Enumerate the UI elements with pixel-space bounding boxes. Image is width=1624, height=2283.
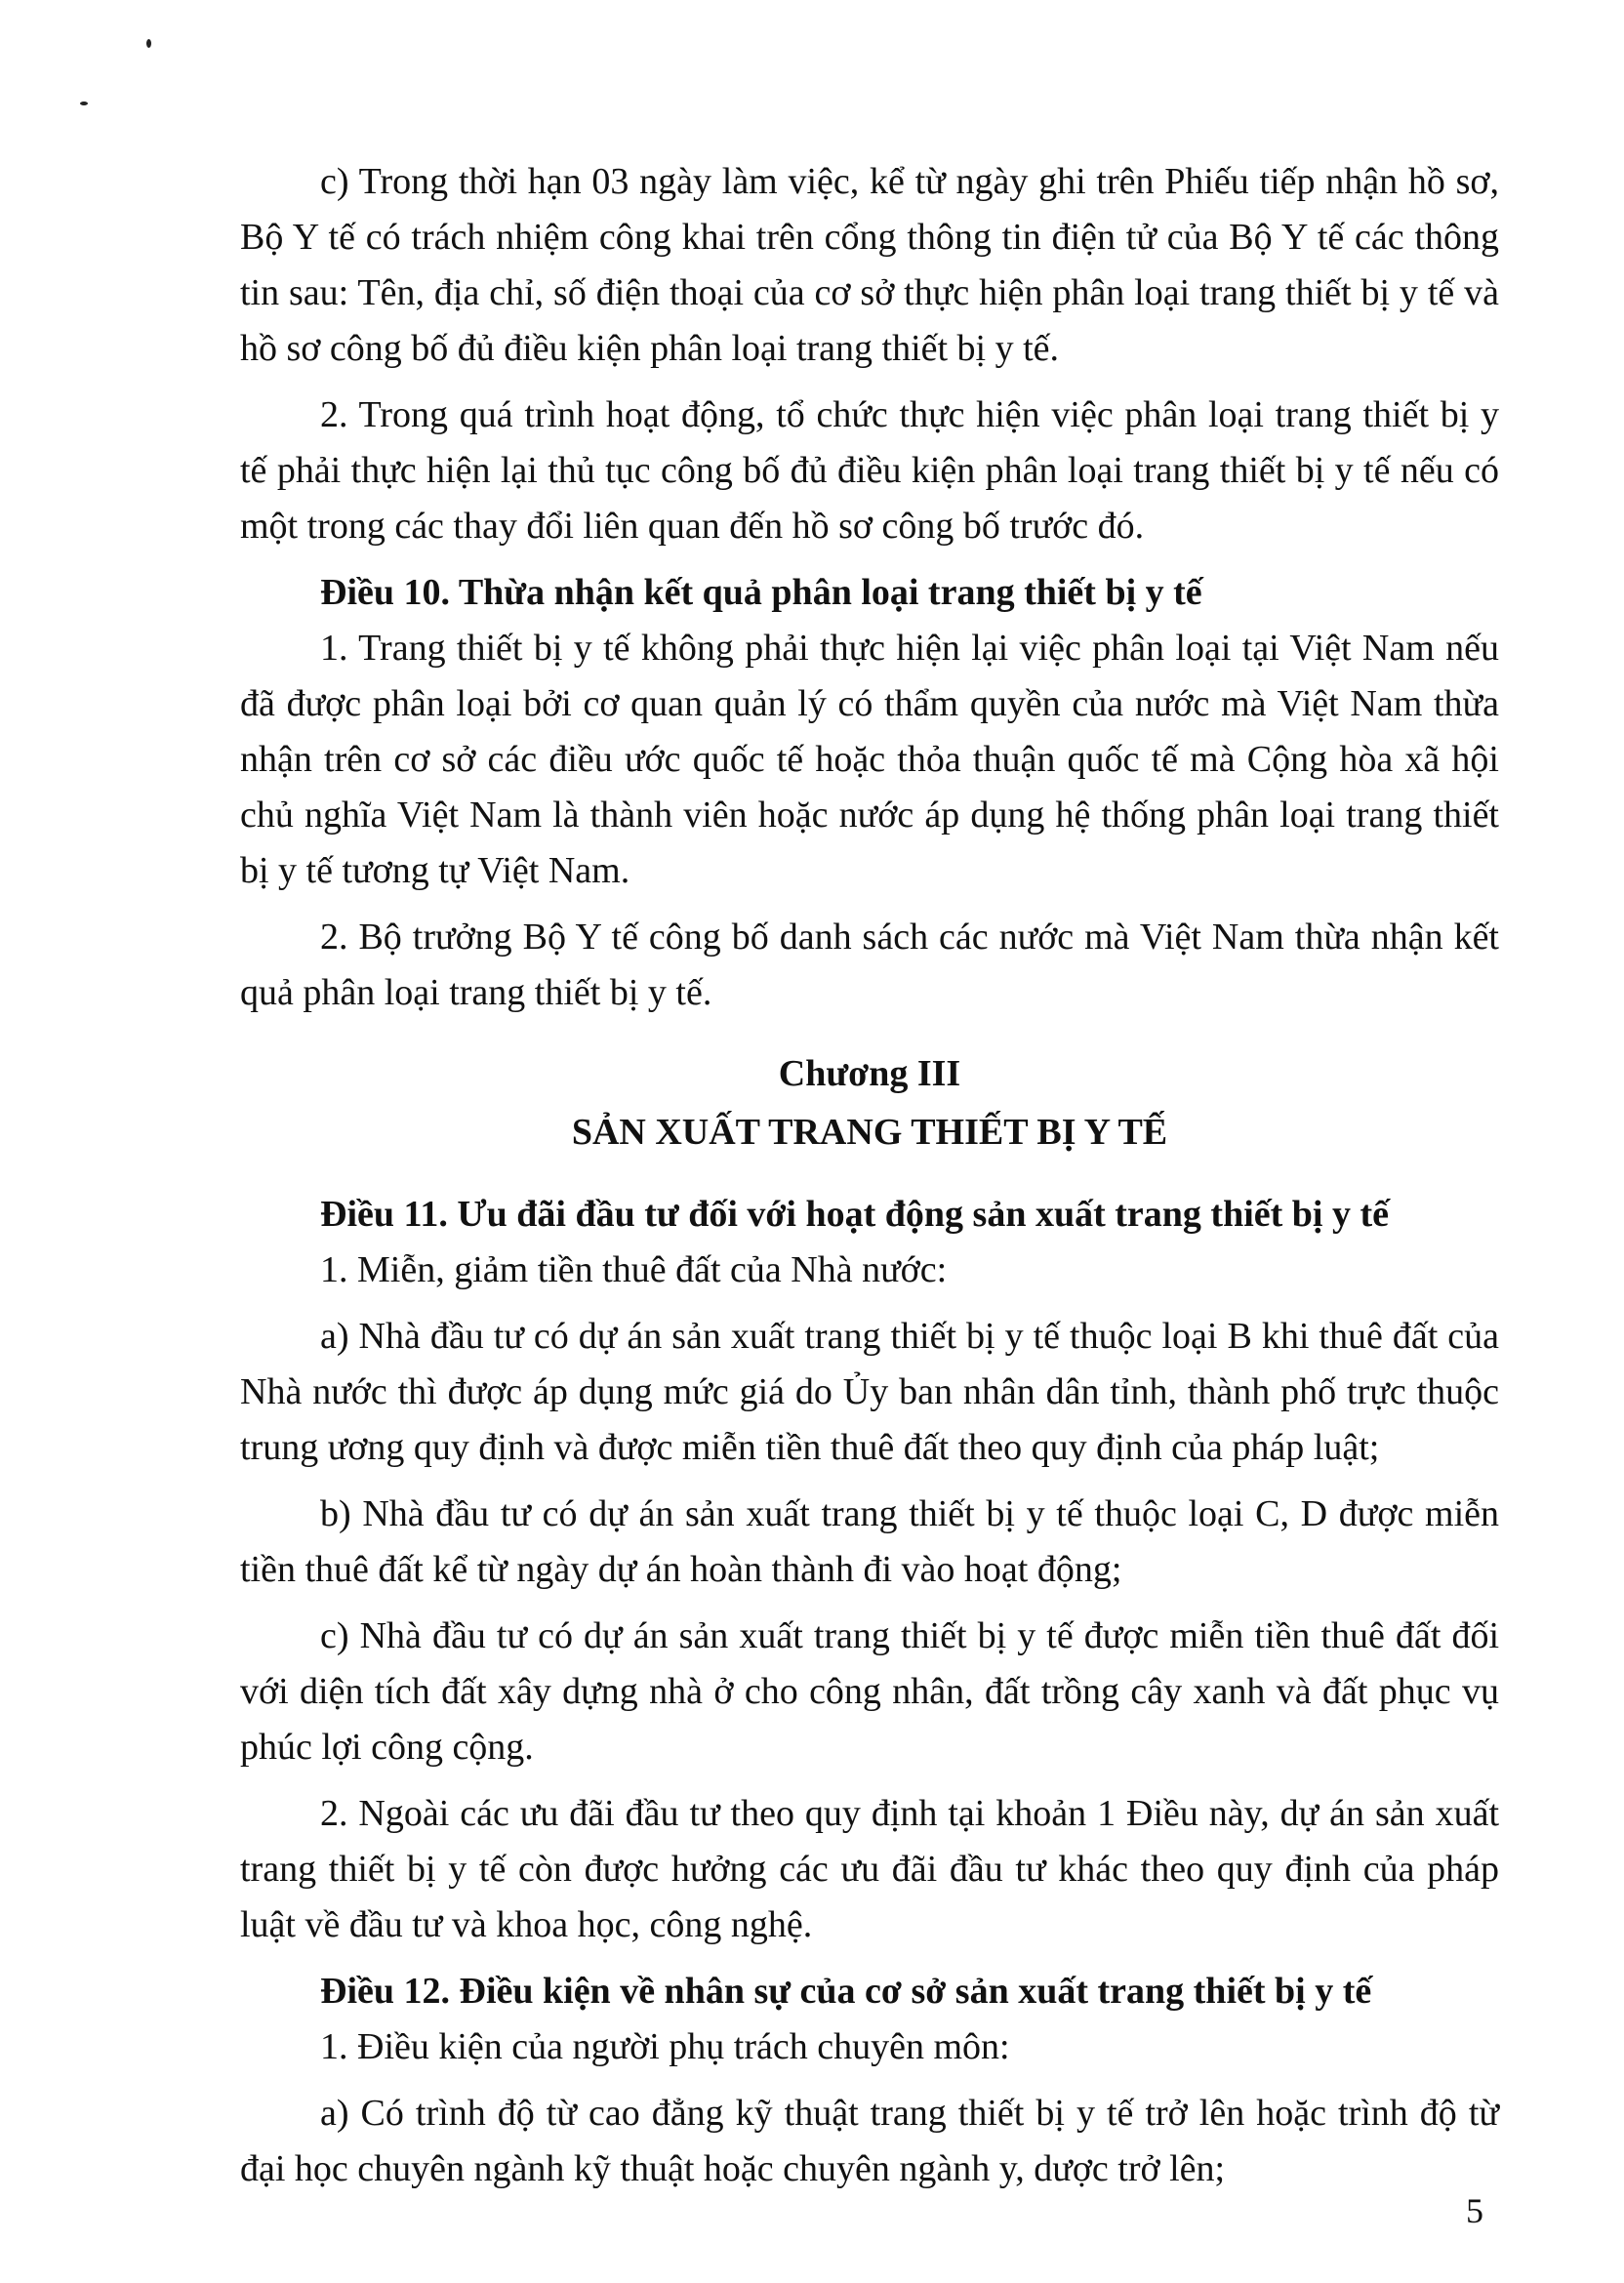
article-heading: Điều 11. Ưu đãi đầu tư đối với hoạt động sản xuất trang thiết bị y tế bbox=[320, 1194, 1389, 1235]
paragraph: c) Trong thời hạn 03 ngày làm việc, kể từ ngày ghi trên Phiếu tiếp nhận hồ sơ, Bộ Y tế có trách nhiệm công khai trên cổng thông tin điện tử của Bộ Y tế các thông tin sau: Tên, địa chỉ, số điện thoại của cơ sở thực hiện phân loại trang thiết bị y tế và hồ sơ công bố đủ điều kiện phân loại trang thiết bị y tế. bbox=[240, 161, 1499, 369]
document-page bbox=[240, 154, 1499, 2208]
article-heading: Điều 10. Thừa nhận kết quả phân loại trang thiết bị y tế bbox=[320, 572, 1202, 613]
paragraph: a) Nhà đầu tư có dự án sản xuất trang thiết bị y tế thuộc loại B khi thuê đất của Nhà nước thì được áp dụng mức giá do Ủy ban nhân dân tỉnh, thành phố trực thuộc trung ương quy định và được miễn tiền thuê đất theo quy định của pháp luật; bbox=[240, 1316, 1499, 1468]
paragraph: 1. Điều kiện của người phụ trách chuyên môn: bbox=[320, 2026, 1010, 2067]
paragraph: 2. Bộ trưởng Bộ Y tế công bố danh sách các nước mà Việt Nam thừa nhận kết quả phân loại trang thiết bị y tế. bbox=[240, 917, 1499, 1013]
chapter-title: SẢN XUẤT TRANG THIẾT BỊ Y TẾ bbox=[571, 1112, 1168, 1153]
paragraph: a) Có trình độ từ cao đẳng kỹ thuật trang thiết bị y tế trở lên hoặc trình độ từ đại học chuyên ngành kỹ thuật hoặc chuyên ngành y, dược trở lên; bbox=[240, 2093, 1499, 2189]
paragraph: 1. Trang thiết bị y tế không phải thực hiện lại việc phân loại tại Việt Nam nếu đã được phân loại bởi cơ quan quản lý có thẩm quyền của nước mà Việt Nam thừa nhận trên cơ sở các điều ước quốc tế hoặc thỏa thuận quốc tế mà Cộng hòa xã hội chủ nghĩa Việt Nam là thành viên hoặc nước áp dụng hệ thống phân loại trang thiết bị y tế tương tự Việt Nam. bbox=[240, 628, 1499, 891]
paragraph: 2. Ngoài các ưu đãi đầu tư theo quy định tại khoản 1 Điều này, dự án sản xuất trang thiết bị y tế còn được hưởng các ưu đãi đầu tư khác theo quy định của pháp luật về đầu tư và khoa học, công nghệ. bbox=[240, 1793, 1499, 1945]
article-heading: Điều 12. Điều kiện về nhân sự của cơ sở sản xuất trang thiết bị y tế bbox=[320, 1971, 1372, 2012]
scan-mark bbox=[80, 102, 88, 105]
paragraph: b) Nhà đầu tư có dự án sản xuất trang thiết bị y tế thuộc loại C, D được miễn tiền thuê đất kể từ ngày dự án hoàn thành đi vào hoạt động; bbox=[240, 1493, 1499, 1590]
paragraph: c) Nhà đầu tư có dự án sản xuất trang thiết bị y tế được miễn tiền thuê đất đối với diện tích đất xây dựng nhà ở cho công nhân, đất trồng cây xanh và đất phục vụ phúc lợi công cộng. bbox=[240, 1615, 1499, 1768]
scan-mark bbox=[146, 39, 151, 48]
page-number: 5 bbox=[1466, 2191, 1483, 2230]
paragraph: 1. Miễn, giảm tiền thuê đất của Nhà nước: bbox=[320, 1249, 948, 1290]
chapter-label: Chương III bbox=[778, 1053, 961, 1094]
paragraph: 2. Trong quá trình hoạt động, tổ chức thực hiện việc phân loại trang thiết bị y tế phải thực hiện lại thủ tục công bố đủ điều kiện phân loại trang thiết bị y tế nếu có một trong các thay đổi liên quan đến hồ sơ công bố trước đó. bbox=[240, 394, 1499, 547]
